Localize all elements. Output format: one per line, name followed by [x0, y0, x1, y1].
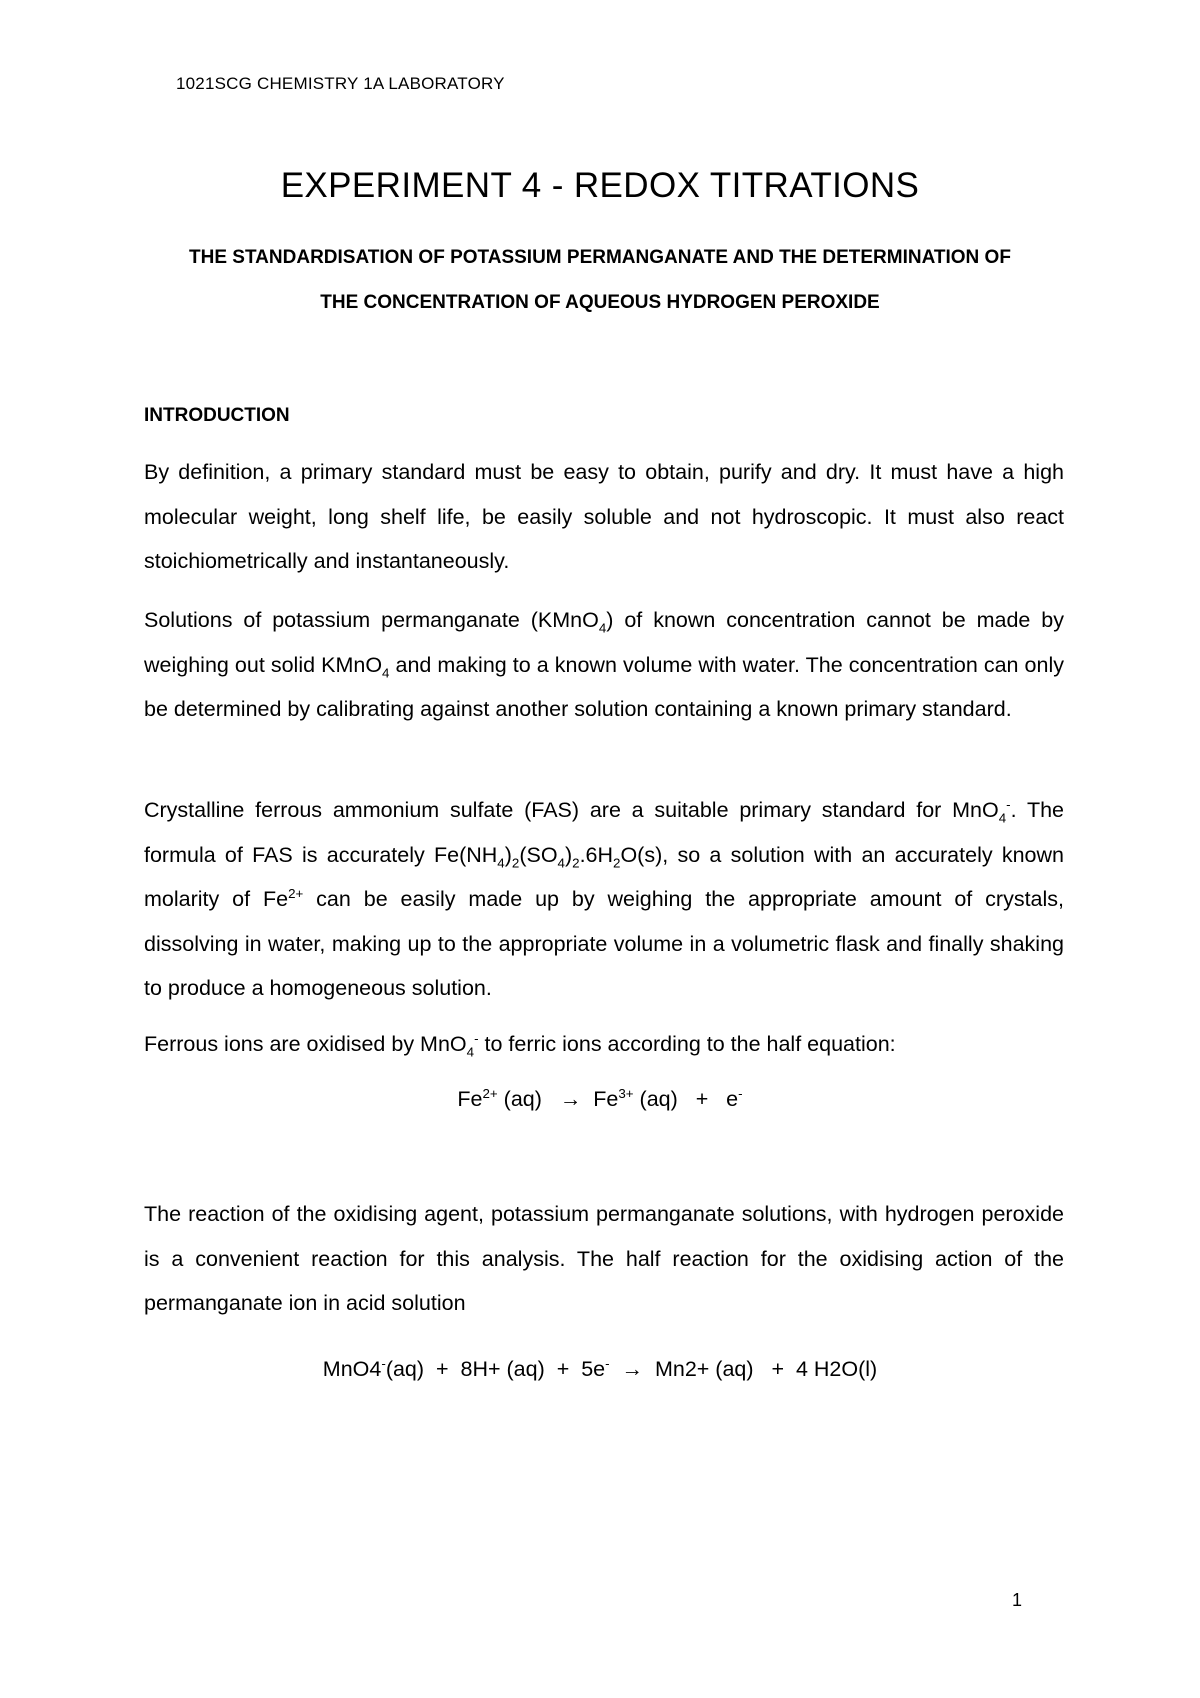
equation-permanganate-half-reaction: MnO4-(aq) + 8H+ (aq) + 5e- → Mn2+ (aq) + 4 H2O(l): [322, 1355, 878, 1381]
section-heading-introduction: INTRODUCTION: [144, 405, 290, 426]
paragraph-ferrous-oxidation: Ferrous ions are oxidised by MnO$_4$- to ferric ions according to the half equation:: [144, 1030, 896, 1060]
paragraph-hydrogen-peroxide-reaction: The reaction of the oxidising agent, potassium permanganate solutions, with hydrogen peroxide is a convenient reaction for this analysis. The half reaction for the oxidising action of the permanganate ion in acid solution: [144, 1202, 1064, 1315]
paragraph-fas-standard: Crystalline ferrous ammonium sulfate (FAS) are a suitable primary standard for MnO$_4$-. The formula of FAS is accurately $Fe(NH_4)_2(SO_4)_2.6H_2O(s)$, so a solution with an accurately known molarity of $Fe^{2+}$ can be easily made up by weighing the appropriate amount of crystals, dissolving in water, making up to the appropriate volume in a volumetric flask and finally shaking to produce a homogeneous solution.: [144, 796, 1064, 1000]
equation-ferrous-half-reaction: $Fe^{2+}$ $(aq) \to Fe^{3+}$ (aq) + e-: [457, 1085, 743, 1111]
subtitle-line-2: THE CONCENTRATION OF AQUEOUS HYDROGEN PEROXIDE: [320, 292, 880, 313]
subtitle-line-1: THE STANDARDISATION OF POTASSIUM PERMANGANATE AND THE DETERMINATION OF: [189, 247, 1011, 268]
running-header: 1021SCG CHEMISTRY 1A LABORATORY: [176, 74, 505, 93]
page-number: 1: [1012, 1590, 1023, 1610]
paragraph-permanganate-solutions: Solutions of potassium permanganate (KMnO$_4$) of known concentration cannot be made by weighing out solid KMnO$_4$ and making to a known volume with water. The concentration can only be determined by calibrating against another solution containing a known primary standard.: [144, 608, 1065, 721]
document-title: EXPERIMENT 4 - REDOX TITRATIONS: [280, 166, 920, 205]
paragraph-primary-standard: By definition, a primary standard must be easy to obtain, purify and dry. It must have a high molecular weight, long shelf life, be easily soluble and not hydroscopic. It must also react stoichiometrically and instantaneously.: [144, 460, 1064, 573]
